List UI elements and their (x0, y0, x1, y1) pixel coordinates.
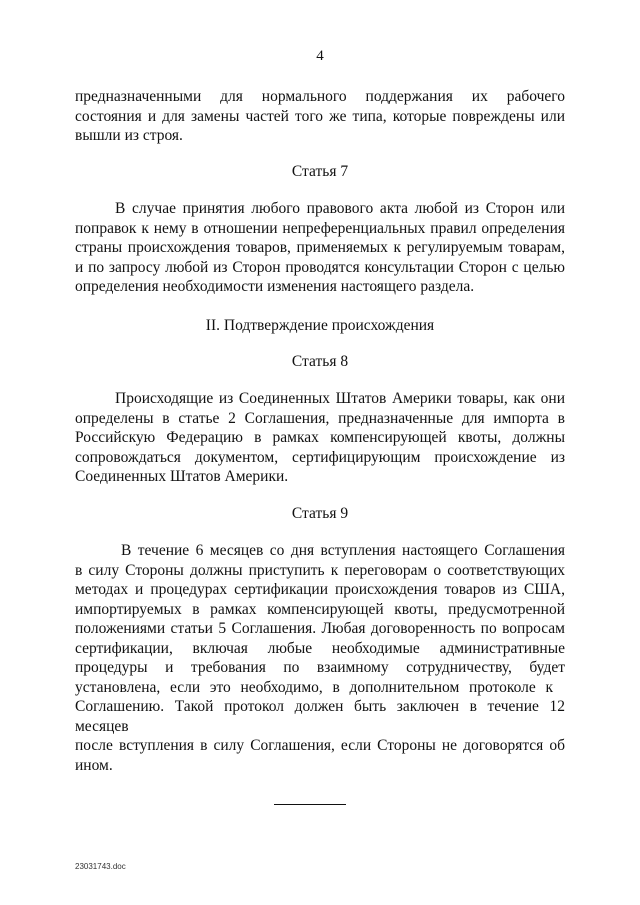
text-line: и по запросу любой из Сторон проводятся консультации Сторон с целью (75, 258, 565, 276)
article-9-paragraph (75, 541, 565, 775)
text-line: предназначенными для нормального поддержания их рабочего (75, 88, 565, 105)
text-line: определения необходимости изменения настоящего раздела. (75, 278, 475, 295)
article-9-heading: Статья 9 (291, 505, 349, 522)
text-line: после вступления в силу Соглашения, если Стороны не договорятся об (75, 737, 565, 754)
text-line: импортируемых в рамках компенсирующей квоты, предусмотренной (75, 600, 565, 618)
text-line: В течение 6 месяцев со дня вступления настоящего Соглашения (121, 542, 565, 559)
text-line: Происходящие из Соединенных Штатов Америки товары, как они (115, 390, 565, 407)
article-7-heading: Статья 7 (291, 163, 349, 180)
text-line: сопровождаться документом, сертифицирующим происхождение из (75, 448, 565, 466)
article-7-paragraph (75, 199, 565, 297)
text-line: Соединенных Штатов Америки. (75, 468, 289, 485)
text-line: определены в статье 2 Соглашения, предназначенные для импорта в (75, 409, 565, 427)
text-line: в силу Стороны должны приступить к переговорам о соответствующих (75, 561, 565, 579)
end-rule (274, 804, 346, 805)
text-line: процедуры и требования по взаимному сотрудничеству, будет (75, 659, 565, 676)
text-line: Соглашению. Такой протокол должен быть заключен в течение 12 месяцев (75, 698, 565, 735)
article-8-heading: Статья 8 (291, 353, 349, 370)
text-line: поправок к нему в отношении непреференциальных правил определения (75, 219, 565, 237)
text-line: методах и процедурах сертификации происхождения товаров из США, (75, 581, 565, 598)
article-8-paragraph (75, 389, 565, 487)
text-line: установлена, если это необходимо, в дополнительном протоколе к (75, 678, 553, 696)
text-line: состояния и для замены частей того же типа, которые повреждены или (75, 107, 565, 125)
text-line: страны происхождения товаров, применяемых к регулируемым товарам, (75, 239, 565, 256)
text-line: Российскую Федерацию в рамках компенсирующей квоты, должны (75, 429, 565, 446)
text-line: вышли из строя. (75, 127, 183, 144)
text-line: В случае принятия любого правового акта любой из Сторон или (115, 200, 565, 217)
text-line: сертификации, включая любые необходимые административные (75, 639, 565, 657)
page-number: 4 (316, 48, 324, 64)
text-line: положениями статьи 5 Соглашения. Любая договоренность по вопросам (75, 620, 565, 637)
text-line: ином. (75, 756, 113, 774)
paragraph-continuation (75, 87, 565, 146)
section-2-heading: II. Подтверждение происхождения (205, 317, 435, 334)
document-footer: 23031743.doc (75, 862, 126, 871)
